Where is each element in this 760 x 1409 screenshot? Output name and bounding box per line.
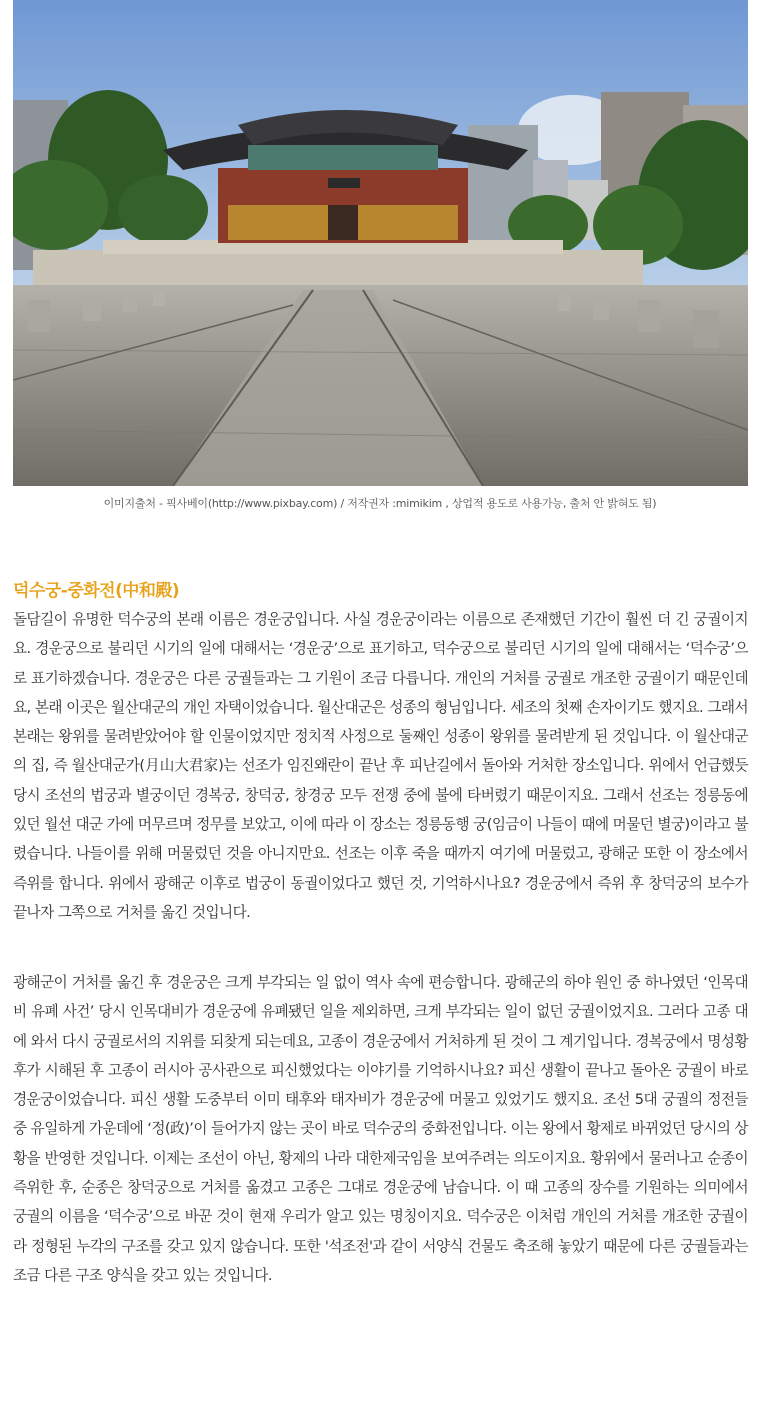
paragraph-1: 돌담길이 유명한 덕수궁의 본래 이름은 경운궁입니다. 사실 경운궁이라는 이름으로 존재했던 기간이 훨씬 더 긴 궁궐이지요. 경운궁으로 불리던 시기의 일에 대해서는 ‘경운궁’으로 표기하고, 덕수궁으로 불리던 시기의 일에 대해서는 ‘덕수궁’으로 표기하겠습니다. 경운궁은 다른 궁궐들과는 그 기원이 조금 다릅니다. 개인의 거처를 궁궐로 개조한 궁궐이기 때문인데요, 본래 이곳은 월산대군의 개인 자택이었습니다. 월산대군은 성종의 형님입니다. 세조의 첫째 손자이기도 했지요. 그래서 본래는 왕위를 물려받았어야 할 인물이었지만 정치적 사정으로 둘째인 성종이 왕위를 물려받게 된 것입니다. 이 월산대군의 집, 즉 월산대군가(月山大君家)는 선조가 임진왜란이 끝난 후 피난길에서 돌아와 거처한 장소입니다. 위에서 언급했듯 당시 조선의 법궁과 별궁이던 경복궁, 창덕궁, 창경궁 모두 전쟁 중에 불에 타버렸기 때문이지요. 그래서 선조는 정릉동에 있던 월선 대군 가에 머무르며 정무를 보았고, 이에 따라 이 장소는 정릉동행 궁(임금이 나들이 때에 머물던 별궁)이라고 불렸습니다. 나들이를 위해 머물렀던 것을 아니지만요. 선조는 이후 죽을 때까지 여기에 머물렀고, 광해군 또한 이 장소에서 즉위를 합니다. 위에서 광해군 이후로 법궁이 동궐이었다고 했던 것, 기억하시나요? 경운궁에서 즉위 후 창덕궁의 보수가 끝나자 그쪽으로 거처를 옮긴 것입니다. [13, 611, 748, 921]
section-heading: 덕수궁-중화전(中和殿) [13, 581, 180, 601]
paragraph-2: 광해군이 거처를 옮긴 후 경운궁은 크게 부각되는 일 없이 역사 속에 편승합니다. 광해군의 하야 원인 중 하나였던 ‘인목대비 유폐 사건’ 당시 인목대비가 경운궁에 유폐됐던 일을 제외하면, 크게 부각되는 일이 없던 궁궐이었지요. 그러다 고종 대에 와서 다시 궁궐로서의 지위를 되찾게 되는데요, 고종이 경운궁에서 거처하게 된 것이 그 계기입니다. 경복궁에서 명성황후가 시해된 후 고종이 러시아 공사관으로 피신했었다는 이야기를 기억하시나요? 피신 생활이 끝나고 돌아온 궁궐이 바로 경운궁이었습니다. 피신 생활 도중부터 이미 태후와 태자비가 경운궁에 머물고 있었기도 했지요. 조선 5대 궁궐의 정전들 중 유일하게 가운데에 ‘정(政)’이 들어가지 않는 곳이 바로 덕수궁의 중화전입니다. 이는 왕에서 황제로 바뀌었던 당시의 상황을 반영한 것입니다. 이제는 조선이 아닌, 황제의 나라 대한제국임을 보여주려는 의도이지요. 황위에서 물러나고 순종이 즉위한 후, 순종은 창덕궁으로 거처를 옮겼고 고종은 그대로 경운궁에 남습니다. 이 때 고종의 장수를 기원하는 의미에서 궁궐의 이름을 ‘덕수궁’으로 바꾼 것이 현재 우리가 알고 있는 명칭이지요. 덕수궁은 이처럼 개인의 거처를 개조한 궁궐이라 정형된 누각의 구조를 갖고 있지 않습니다. 또한 '석조전'과 같이 서양식 건물도 축조해 놓았기 때문에 다른 궁궐들과는 조금 다른 구조 양식을 갖고 있는 것입니다. [13, 974, 748, 1284]
hero-photo [13, 0, 748, 486]
photo-caption: 이미지출처 - 픽사베이(http://www.pixbay.com) / 저작권자 :mimikim , 상업적 용도로 사용가능, 출처 안 밝혀도 됨) [103, 497, 657, 510]
palace-photo-illustration [13, 0, 748, 486]
